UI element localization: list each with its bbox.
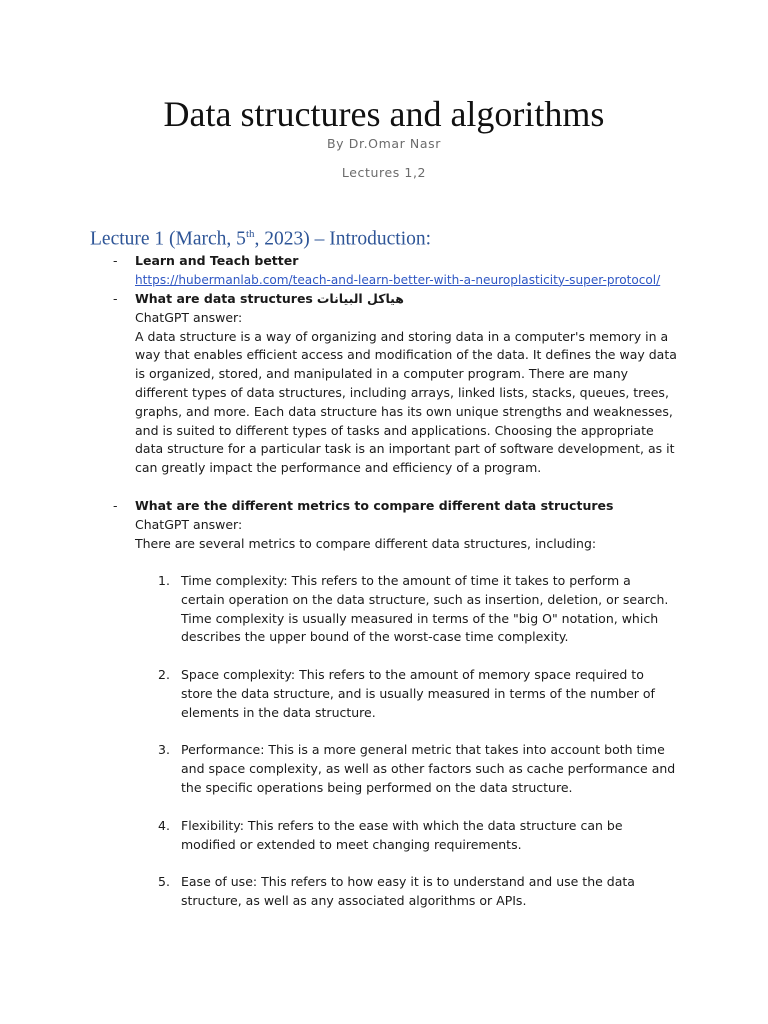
list-item-number: 2. [158,667,170,682]
list-item: Ease of use: This refers to how easy it is to understand and use the data structure, as well as any associated algorithms or APIs. [181,874,635,908]
arabic-term: هياكل البيانات [316,291,404,306]
list-item: Space complexity: This refers to the amount of memory space required to store the data structure, and is usually measured in terms of the number of elements in the data structure. [181,667,655,720]
list-item: Flexibility: This refers to the ease with which the data structure can be modified or extended to meet changing requirements. [181,818,623,852]
huberman-link[interactable]: https://hubermanlab.com/teach-and-learn-better-with-a-neuroplasticity-super-protocol/ [135,272,661,287]
bullet-marker: - [113,291,118,306]
answer-intro: There are several metrics to compare different data structures, including: [135,535,597,551]
document-title: Data structures and algorithms [163,94,605,134]
lecture-heading-sup: th [245,228,255,240]
list-item: Time complexity: This refers to the amount of time it takes to perform a certain operation on the data structure, such as insertion, deletion, or search. Time complexity is usually measured in terms of the "big O" notation, which describes the upper bound of the worst-case time complexity. [181,573,669,645]
author-line: By Dr.Omar Nasr [327,136,441,151]
bullet-title: What are the different metrics to compare different data structures [135,498,614,513]
list-item-number: 1. [158,573,170,588]
list-item-number: 3. [158,742,170,757]
bullet-title: What are data structures [135,291,313,306]
list-item: Performance: This is a more general metric that takes into account both time and space complexity, as well as other factors such as cache performance and the specific operations being performed on the data structure. [181,742,676,795]
list-item-number: 5. [158,874,170,889]
answer-label: ChatGPT answer: [135,309,243,325]
answer-label: ChatGPT answer: [135,516,243,532]
list-item-number: 4. [158,818,170,833]
lecture-heading-pre: Lecture 1 (March, 5 [90,228,246,250]
bullet-learn-teach [135,252,680,290]
lectures-line: Lectures 1,2 [341,165,427,180]
bullet-data-structures [135,290,680,478]
answer-body: A data structure is a way of organizing and storing data in a computer's memory in a way that enables efficient access and modification of the data. It defines the way data is organized, stored, and manipulated in a computer program. There are many different types of data structures, including arrays, linked lists, stacks, queues, trees, graphs, and more. Each data structure has its own unique strengths and weaknesses, and is suited to different types of tasks and applications. Choosing the appropriate data structure for a particular task is an important part of software development, as it can greatly impact the performance and efficiency of a program. [135,328,677,476]
bullet-metrics [135,497,680,553]
bullet-marker: - [113,253,118,268]
bullet-title: Learn and Teach better [135,253,299,268]
lecture-heading [90,228,431,251]
lecture-heading-post: , 2023) – Introduction: [254,228,432,250]
bullet-marker: - [113,498,118,513]
